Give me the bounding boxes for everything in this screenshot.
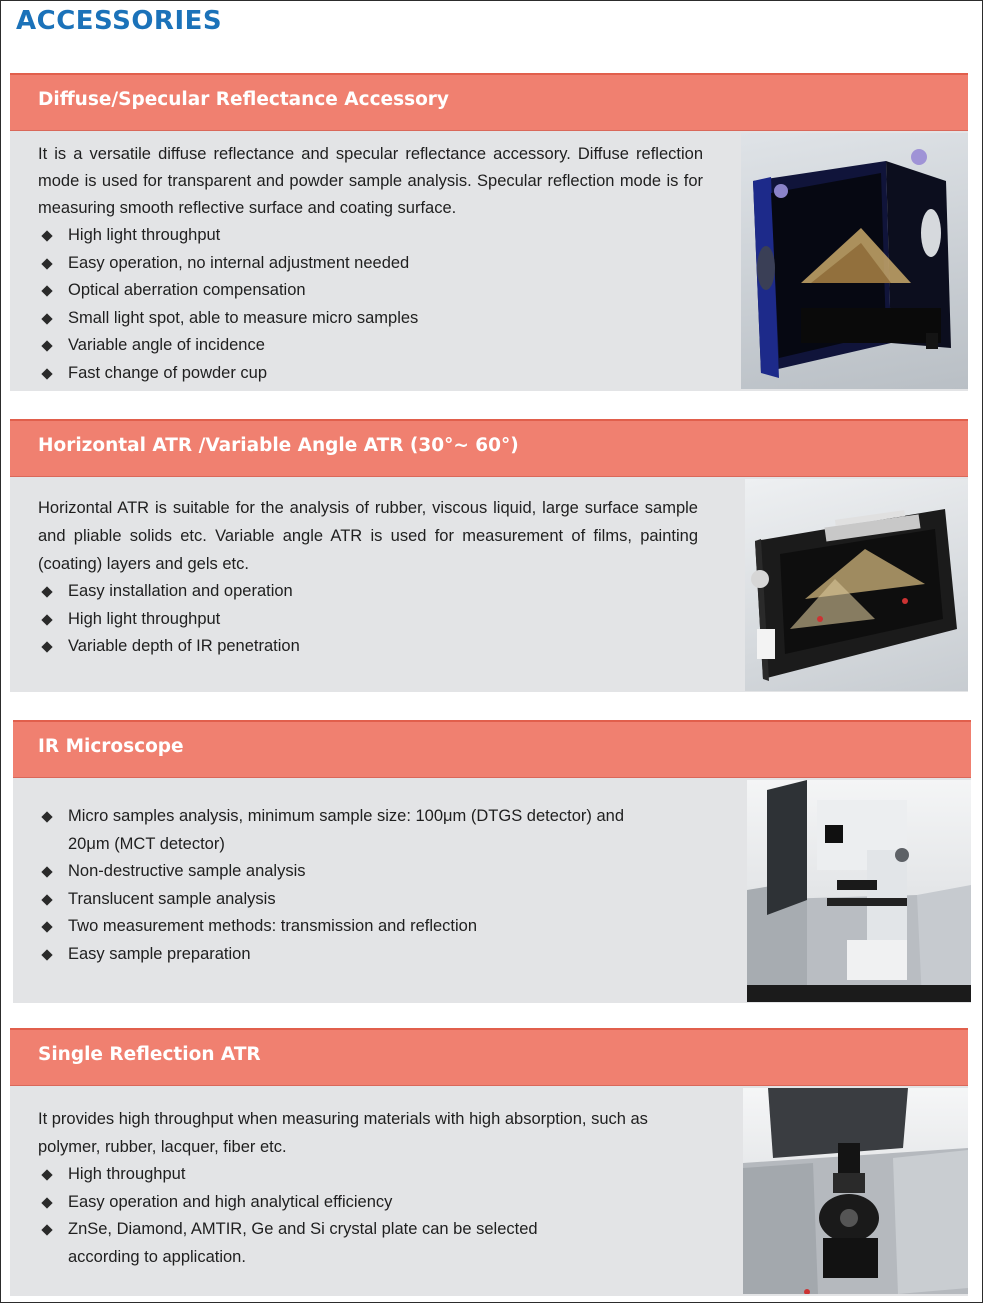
diffuse-reflectance-accessory-photo-icon — [741, 133, 968, 389]
section-diffuse-specular — [10, 73, 968, 391]
bullet-diamond-icon — [41, 1169, 52, 1180]
feature-item: Variable angle of incidence — [38, 332, 718, 360]
bullet-diamond-icon — [41, 949, 52, 960]
section-body — [10, 1086, 968, 1296]
feature-item: Micro samples analysis, minimum sample size: 100μm (DTGS detector) and 20μm (MCT detector) — [38, 803, 648, 858]
bullet-diamond-icon — [41, 614, 52, 625]
bullet-diamond-icon — [41, 586, 52, 597]
section-horizontal-atr — [10, 419, 968, 692]
section-title: IR Microscope — [38, 736, 184, 757]
bullet-diamond-icon — [41, 641, 52, 652]
section-description: It provides high throughput when measuring materials with high absorption, such as polymer, rubber, lacquer, fiber etc. — [38, 1110, 648, 1156]
section-header — [10, 1028, 968, 1086]
feature-item: High light throughput — [38, 606, 718, 634]
bullet-diamond-icon — [41, 285, 52, 296]
section-body — [10, 477, 968, 692]
bullet-diamond-icon — [41, 313, 52, 324]
single-reflection-atr-photo-icon — [743, 1088, 968, 1294]
bullet-diamond-icon — [41, 1197, 52, 1208]
feature-item: Fast change of powder cup — [38, 360, 718, 388]
bullet-diamond-icon — [41, 1224, 52, 1235]
feature-item: Two measurement methods: transmission and reflection — [38, 913, 648, 941]
bullet-diamond-icon — [41, 811, 52, 822]
feature-item: Easy operation and high analytical efficiency — [38, 1189, 608, 1217]
ir-microscope-photo-icon — [747, 780, 971, 1002]
section-single-reflection-atr — [10, 1028, 968, 1296]
section-description: Horizontal ATR is suitable for the analysis of rubber, viscous liquid, large surface sample and pliable solids etc. Variable angle ATR is used for measurement of films, painting (coating) layers and gels etc. — [38, 499, 698, 573]
feature-item: Translucent sample analysis — [38, 886, 648, 914]
feature-item: High throughput — [38, 1161, 608, 1189]
bullet-diamond-icon — [41, 258, 52, 269]
feature-item: ZnSe, Diamond, AMTIR, Ge and Si crystal plate can be selected according to application. — [38, 1216, 608, 1271]
bullet-diamond-icon — [41, 866, 52, 877]
feature-item: Easy sample preparation — [38, 941, 648, 969]
feature-item: High light throughput — [38, 222, 718, 250]
feature-list — [38, 803, 648, 968]
section-description: It is a versatile diffuse reflectance and specular reflectance accessory. Diffuse reflection mode is used for transparent and powder sample analysis. Specular reflection mode is for measuring smooth reflective surface and coating surface. — [38, 145, 703, 217]
feature-item: Non-destructive sample analysis — [38, 858, 648, 886]
feature-item: Variable depth of IR penetration — [38, 633, 718, 661]
bullet-diamond-icon — [41, 230, 52, 241]
section-title: Horizontal ATR /Variable Angle ATR (30°~ 60°) — [38, 435, 519, 456]
bullet-diamond-icon — [41, 368, 52, 379]
feature-item: Small light spot, able to measure micro samples — [38, 305, 718, 333]
horizontal-atr-accessory-photo-icon — [745, 479, 968, 691]
section-body — [10, 131, 968, 391]
page-title: ACCESSORIES — [16, 6, 223, 36]
section-header — [13, 720, 971, 778]
bullet-diamond-icon — [41, 921, 52, 932]
feature-item: Easy operation, no internal adjustment needed — [38, 250, 718, 278]
feature-list — [38, 1161, 608, 1271]
feature-item: Easy installation and operation — [38, 578, 718, 606]
section-title: Diffuse/Specular Reflectance Accessory — [38, 89, 449, 110]
section-body — [13, 778, 971, 1003]
bullet-diamond-icon — [41, 340, 52, 351]
section-title: Single Reflection ATR — [38, 1044, 261, 1065]
feature-item: Optical aberration compensation — [38, 277, 718, 305]
section-header — [10, 419, 968, 477]
section-header — [10, 73, 968, 131]
feature-list — [38, 578, 718, 661]
section-ir-microscope — [13, 720, 971, 1003]
bullet-diamond-icon — [41, 894, 52, 905]
feature-list — [38, 222, 718, 387]
